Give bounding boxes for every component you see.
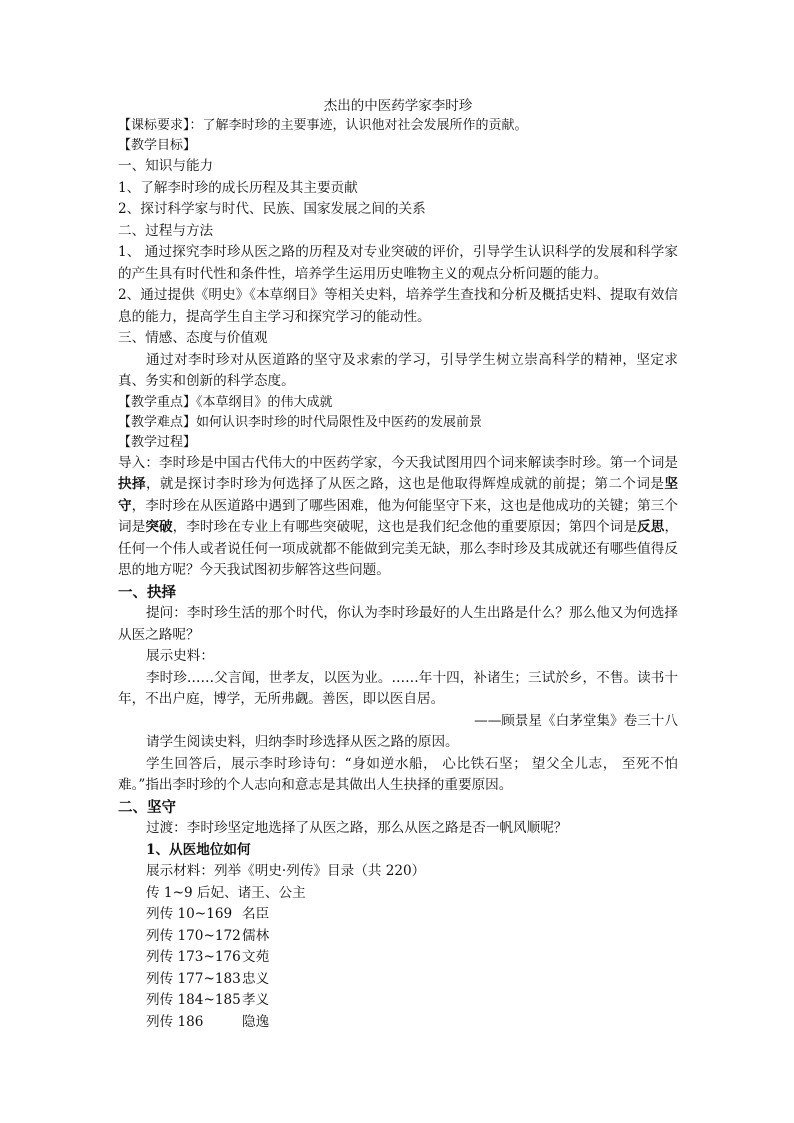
intro-paragraph (118, 453, 678, 582)
biography-list-row (118, 969, 678, 991)
biography-list-row (118, 990, 678, 1012)
goal1-item-2: 2、探讨科学家与时代、民族、国家发展之间的关系 (118, 201, 426, 217)
goal1-item-1: 1、了解李时珍的成长历程及其主要贡献 (118, 179, 358, 196)
kebiao-line (118, 116, 678, 136)
keyword-reflect: 反思 (637, 519, 665, 535)
difficult-point: 【教学难点】如何认识李时珍的时代局限性及中医药的发展前景 (118, 414, 483, 430)
biography-list-row (118, 883, 678, 905)
biography-range: 列传 186 (146, 1013, 204, 1030)
keyword-persist: 坚守 (118, 476, 679, 514)
goals-label: 【教学目标】 (118, 138, 197, 153)
intro-text-d: ，李时珍在专业上有哪些突破呢，这也是我们纪念他的重要原因；第四个词是 (172, 519, 638, 535)
goal2-paragraph-2: 2、通过提供《明史》《本草纲目》等相关史料，培养学生查找和分析及概括史料、提取有效信息的能力，提高学生自主学习和探究学习的能动性。 (118, 287, 678, 325)
goal3-paragraph: 通过对李时珍对从医道路的坚守及求索的学习，引导学生树立崇高科学的精神，坚定求真、务实和创新的科学态度。 (118, 351, 678, 389)
section1-quote-source: ——顾景星《白茅堂集》卷三十八 (474, 712, 678, 729)
biography-range: 传 1~9 后妃、诸王、公主 (146, 884, 306, 901)
biography-category: 忠义 (242, 970, 270, 987)
page-title: 杰出的中医药学家李时珍 (323, 98, 473, 114)
intro-text-b: ，就是探讨李时珍为何选择了从医之路，这也是他取得辉煌成就的前提；第二个词是 (146, 476, 665, 492)
biography-range: 列传 173~176 (146, 949, 241, 965)
key-point: 【教学重点】《本草纲目》的伟大成就 (118, 394, 333, 410)
biography-category: 文苑 (242, 949, 270, 965)
section1-answer: 学生回答后，展示李时珍诗句：“身如逆水船， 心比铁石坚； 望父全儿志， 至死不怕难。”指出李时珍的个人志向和意志是其做出人生抉择的重要原因。 (118, 755, 678, 793)
biography-range: 列传 170~172 (146, 927, 241, 944)
kebiao-label: 【课标要求】 (118, 118, 190, 133)
biography-category: 名臣 (242, 906, 270, 922)
section1-show-label: 展示史料： (146, 648, 214, 664)
section1-question: 提问：李时珍生活的那个时代，你认为李时珍最好的人生出路是什么？那么他又为何选择从医之路呢？ (118, 605, 678, 643)
goal3-heading: 三、情感、态度与价值观 (118, 330, 268, 346)
kebiao-text: ：了解李时珍的主要事迹，认识他对社会发展所作的贡献。 (189, 118, 528, 133)
intro-text-e: ，任何一个伟人或者说任何一项成就都不能做到完美无缺，那么李时珍及其成就还有哪些值得反思的地方呢？今天我试图初步解答这些问题。 (118, 519, 679, 578)
section2-material: 展示材料：列举《明史·列传》目录（共 220） (146, 863, 426, 879)
section2-subheading: 1、从医地位如何 (146, 841, 251, 858)
biography-list-row (118, 904, 678, 926)
keyword-choice: 抉择 (118, 476, 147, 492)
section2-heading: 二、坚守 (118, 798, 176, 816)
section1-quote: 李时珍……父言闻，世孝友，以医为业。……年十四，补诸生；三试於乡，不售。读书十年，不出户庭，博学，无所弗觑。善医，即以医自居。 (118, 669, 678, 707)
section1-ask: 请学生阅读史料，归纳李时珍选择从医之路的原因。 (146, 734, 459, 750)
biography-list-row (118, 926, 678, 948)
biography-range: 列传 184~185 (146, 992, 241, 1008)
biography-list-row (118, 1012, 678, 1034)
intro-text-a: 导入：李时珍是中国古代伟大的中医药学家，今天我试图用四个词来解读李时珍。第一个词是 (118, 454, 678, 471)
section1-heading: 一、抉择 (118, 583, 176, 601)
biography-category: 儒林 (242, 927, 270, 944)
goal1-heading: 一、知识与能力 (118, 158, 214, 174)
biography-range: 列传 10~169 (146, 906, 233, 922)
biography-list-row (118, 947, 678, 969)
goal2-paragraph-1: 1、 通过探究李时珍从医之路的历程及对专业突破的评价，引导学生认识科学的发展和科学家的产生具有时代性和条件性，培养学生运用历史唯物主义的观点分析问题的能力。 (118, 244, 678, 282)
biography-category: 孝义 (242, 992, 270, 1008)
biography-category: 隐逸 (242, 1013, 270, 1030)
intro-text-c: ，李时珍在从医道路中遇到了哪些困难，他为何能坚守下来，这也是他成功的关键；第三个词是 (118, 497, 679, 535)
process-label: 【教学过程】 (118, 434, 197, 450)
keyword-breakthrough: 突破 (145, 519, 173, 535)
biography-range: 列传 177~183 (146, 970, 241, 987)
goal2-heading: 二、过程与方法 (118, 222, 214, 239)
section2-transition: 过渡：李时珍坚定地选择了从医之路，那么从医之路是否一帆风顺呢？ (146, 820, 568, 836)
document-page (118, 96, 678, 1033)
